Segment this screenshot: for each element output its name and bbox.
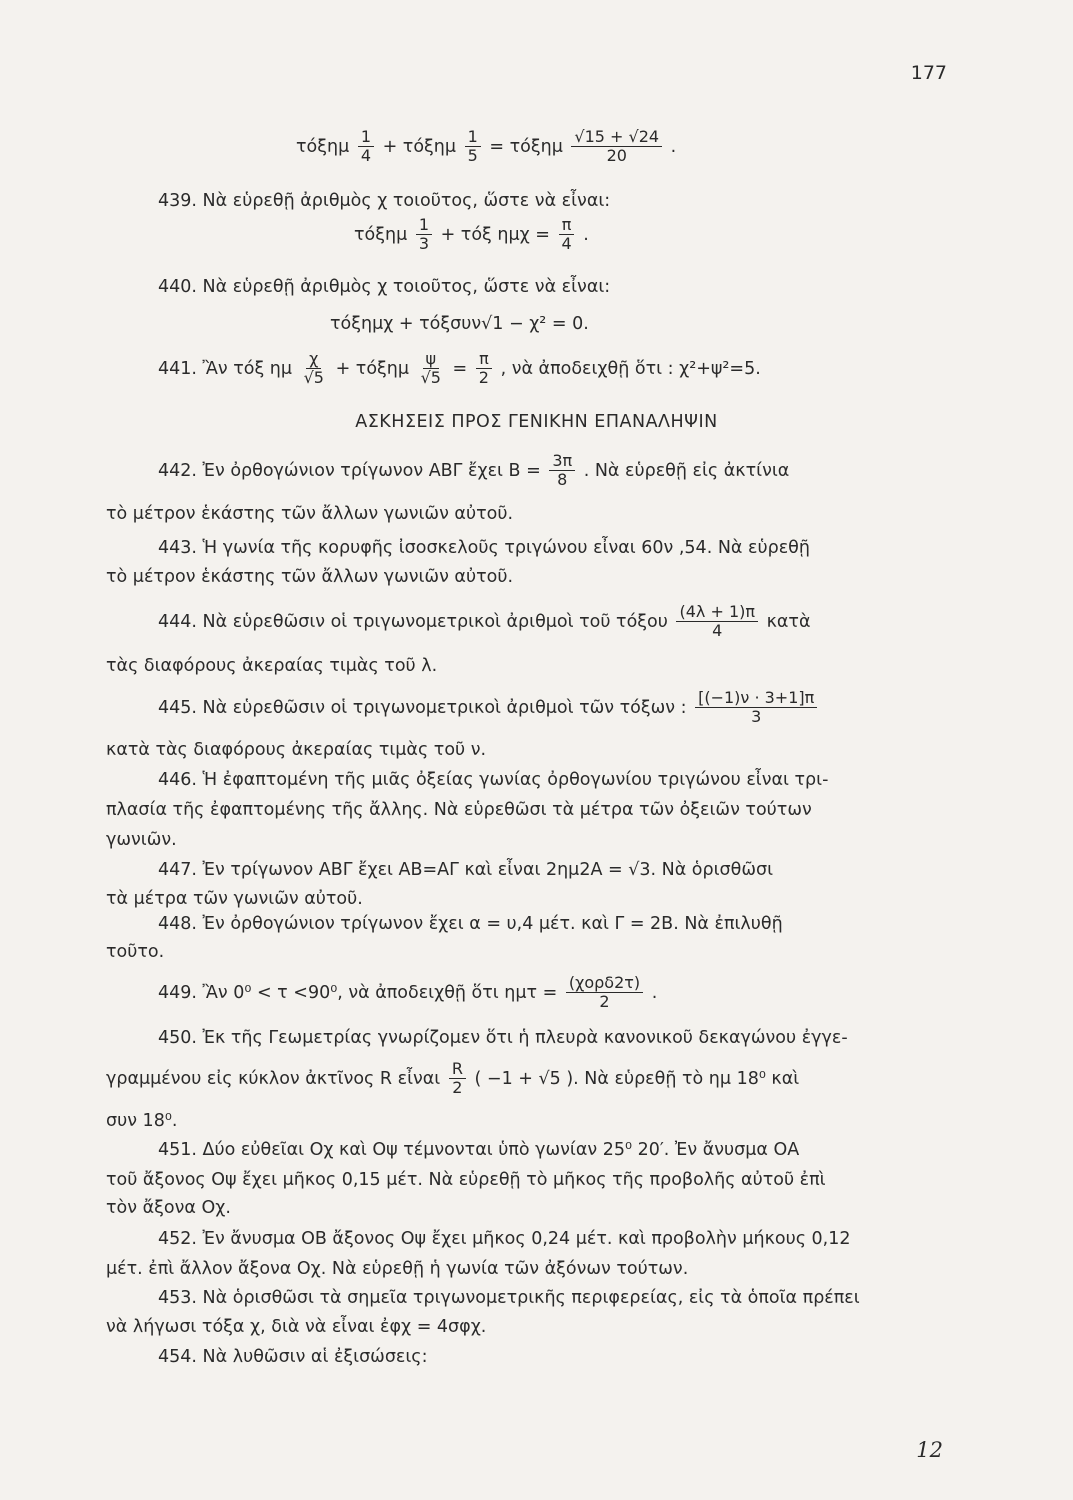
exercise-451: [158, 1140, 799, 1161]
text: τόξημ: [296, 136, 350, 157]
signature-mark: 12: [916, 1438, 943, 1462]
fraction: [676, 603, 758, 641]
denominator: √5: [303, 368, 324, 388]
text: ( −1 + √5 ). Νὰ εὑρεθῇ τὸ ημ 18⁰ καὶ: [474, 1068, 800, 1089]
exercise-number: 439.: [158, 191, 197, 211]
exercise-452: [158, 1229, 851, 1250]
exercise-number: 453.: [158, 1288, 197, 1308]
numerator: χ: [306, 350, 321, 369]
denominator: 4: [712, 621, 723, 641]
numerator: 1: [465, 128, 481, 147]
exercise-451-line3: τὸν ἄξονα Οχ.: [106, 1198, 231, 1218]
denominator: 3: [418, 234, 429, 254]
exercise-453: [158, 1288, 860, 1309]
exercise-448: [158, 914, 783, 935]
numerator: 1: [358, 128, 374, 147]
exercise-454: [158, 1347, 427, 1368]
denominator: 3: [751, 707, 762, 727]
exercise-441: [158, 350, 761, 388]
numerator: 1: [416, 216, 432, 235]
exercise-number: 451.: [158, 1140, 197, 1160]
fraction: [358, 128, 374, 166]
exercise-number: 445.: [158, 697, 197, 718]
text: . Νὰ εὑρεθῇ εἰς ἀκτίνια: [583, 460, 790, 481]
text: Νὰ εὑρεθῶσιν οἱ τριγωνομετρικοὶ ἀριθμοὶ τοῦ τόξου: [202, 611, 668, 632]
exercise-number: 441.: [158, 358, 197, 379]
numerator: (χορδ2τ): [566, 974, 643, 993]
exercise-444: [158, 603, 811, 641]
equation-439: [354, 216, 589, 254]
denominator: 4: [561, 234, 572, 254]
exercise-443-line2: τὸ μέτρον ἑκάστης τῶν ἄλλων γωνιῶν αὐτοῦ.: [106, 567, 514, 587]
equation-440: τόξημχ + τόξσυν√1 − χ² = 0.: [330, 314, 589, 334]
numerator: ψ: [423, 350, 440, 369]
numerator: √15 + √24: [571, 128, 662, 147]
text: κατὰ: [766, 611, 811, 632]
exercise-number: 444.: [158, 611, 197, 632]
exercise-449: [158, 974, 657, 1012]
text: .: [583, 224, 589, 245]
exercise-text: Ἐκ τῆς Γεωμετρίας γνωρίζομεν ὅτι ἡ πλευρὰ κανονικοῦ δεκαγώνου ἐγγε-: [202, 1028, 848, 1048]
section-heading: ΑΣΚΗΣΕΙΣ ΠΡΟΣ ΓΕΝΙΚΗΝ ΕΠΑΝΑΛΗΨΙΝ: [355, 412, 718, 432]
numerator: π: [476, 350, 492, 369]
denominator: 20: [606, 146, 627, 166]
exercise-450-line3: συν 18⁰.: [106, 1111, 178, 1131]
numerator: π: [559, 216, 575, 235]
fraction: [549, 452, 575, 490]
exercise-439: [158, 191, 610, 212]
exercise-text: Νὰ ὁρισθῶσι τὰ σημεῖα τριγωνομετρικῆς περιφερείας, εἰς τὰ ὁποῖα πρέπει: [202, 1288, 860, 1308]
numerator: 3π: [549, 452, 575, 471]
denominator: 5: [467, 146, 478, 166]
exercise-text: Νὰ εὑρεθῇ ἀριθμὸς χ τοιοῦτος, ὥστε νὰ εἶναι:: [202, 277, 611, 297]
exercise-450: [158, 1028, 848, 1049]
exercise-text: Ἐν ἄνυσμα ΟΒ ἄξονος Οψ ἔχει μῆκος 0,24 μέτ. καὶ προβολὴν μήκους 0,12: [202, 1229, 851, 1249]
exercise-445: [158, 689, 820, 727]
exercise-447: [158, 860, 773, 881]
text: .: [651, 982, 658, 1003]
text: , νὰ ἀποδειχθῇ ὅτι : χ²+ψ²=5.: [500, 358, 761, 379]
exercise-text: Ἐν τρίγωνον ΑΒΓ ἔχει ΑΒ=ΑΓ καὶ εἶναι 2ημ2Α = √3. Νὰ ὁρισθῶσι: [202, 860, 774, 880]
exercise-number: 440.: [158, 277, 197, 297]
denominator: 2: [452, 1078, 463, 1098]
exercise-text: Νὰ λυθῶσιν αἱ ἐξισώσεις:: [202, 1347, 428, 1367]
text: = τόξημ: [489, 136, 563, 157]
fraction: [476, 350, 492, 388]
exercise-number: 443.: [158, 538, 197, 558]
numerator: [(−1)ν · 3+1]π: [695, 689, 817, 708]
exercise-number: 452.: [158, 1229, 197, 1249]
exercise-453-line2: νὰ λήγωσι τόξα χ, διὰ νὰ εἶναι ἐφχ = 4σφχ.: [106, 1317, 487, 1337]
exercise-number: 454.: [158, 1347, 197, 1367]
text: Ἂν 0⁰ < τ <90⁰, νὰ ἀποδειχθῇ ὅτι ημτ =: [202, 982, 558, 1003]
numerator: R: [449, 1060, 466, 1079]
exercise-number: 448.: [158, 914, 197, 934]
exercise-450-line2: [106, 1060, 799, 1098]
text: + τόξ ημχ =: [440, 224, 550, 245]
equation-top: [296, 128, 676, 166]
exercise-text: Ἡ γωνία τῆς κορυφῆς ἰσοσκελοῦς τριγώνου εἶναι 60ν ,54. Νὰ εὑρεθῇ: [202, 538, 810, 558]
text: =: [452, 358, 468, 379]
exercise-number: 446.: [158, 770, 197, 790]
text: τόξημ: [354, 224, 408, 245]
denominator: 8: [557, 470, 568, 490]
fraction: [465, 128, 481, 166]
text: γραμμένου εἰς κύκλον ἀκτῖνος R εἶναι: [106, 1068, 441, 1089]
denominator: 2: [599, 992, 610, 1012]
text: Νὰ εὑρεθῶσιν οἱ τριγωνομετρικοὶ ἀριθμοὶ τῶν τόξων :: [202, 697, 687, 718]
text: .: [670, 136, 677, 157]
text: + τόξημ: [382, 136, 457, 157]
exercise-442: [158, 452, 789, 490]
exercise-444-line2: τὰς διαφόρους ἀκεραίας τιμὰς τοῦ λ.: [106, 656, 438, 676]
exercise-number: 449.: [158, 982, 197, 1003]
page-number: 177: [910, 62, 947, 84]
exercise-443: [158, 538, 810, 559]
exercise-451-line2: τοῦ ἄξονος Οψ ἔχει μῆκος 0,15 μέτ. Νὰ εὑρεθῇ τὸ μῆκος τῆς προβολῆς αὐτοῦ ἐπὶ: [106, 1170, 826, 1190]
text: Ἂν τόξ ημ: [202, 358, 293, 379]
text: + τόξημ: [335, 358, 410, 379]
exercise-number: 450.: [158, 1028, 197, 1048]
fraction: [449, 1060, 466, 1098]
exercise-text: Ἡ ἐφαπτομένη τῆς μιᾶς ὀξείας γωνίας ὀρθογωνίου τριγώνου εἶναι τρι-: [202, 770, 829, 790]
exercise-number: 442.: [158, 460, 197, 481]
exercise-number: 447.: [158, 860, 197, 880]
fraction: [416, 216, 432, 254]
fraction: [301, 350, 327, 388]
exercise-446-line2: πλασία τῆς ἐφαπτομένης τῆς ἄλλης. Νὰ εὑρεθῶσι τὰ μέτρα τῶν ὀξειῶν τούτων: [106, 800, 812, 820]
exercise-440: [158, 277, 610, 298]
fraction: [571, 128, 662, 166]
fraction: [566, 974, 643, 1012]
exercise-446-line3: γωνιῶν.: [106, 830, 177, 850]
numerator: (4λ + 1)π: [676, 603, 758, 622]
exercise-text: Δύο εὐθεῖαι Οχ καὶ Οψ τέμνονται ὑπὸ γωνίαν 25⁰ 20′. Ἐν ἄνυσμα ΟΑ: [202, 1140, 800, 1160]
fraction: [695, 689, 817, 727]
exercise-text: Ἐν ὀρθογώνιον τρίγωνον ἔχει α = υ,4 μέτ. καὶ Γ = 2Β. Νὰ ἐπιλυθῇ: [202, 914, 783, 934]
denominator: √5: [420, 368, 441, 388]
exercise-448-line2: τοῦτο.: [106, 942, 165, 962]
text: Ἐν ὀρθογώνιον τρίγωνον ΑΒΓ ἔχει Β =: [202, 460, 541, 481]
denominator: 4: [360, 146, 371, 166]
exercise-text: Νὰ εὑρεθῇ ἀριθμὸς χ τοιοῦτος, ὥστε νὰ εἶναι:: [202, 191, 611, 211]
fraction: [559, 216, 575, 254]
exercise-446: [158, 770, 828, 791]
exercise-447-line2: τὰ μέτρα τῶν γωνιῶν αὐτοῦ.: [106, 889, 363, 909]
exercise-442-line2: τὸ μέτρον ἑκάστης τῶν ἄλλων γωνιῶν αὐτοῦ.: [106, 504, 514, 524]
exercise-445-line2: κατὰ τὰς διαφόρους ἀκεραίας τιμὰς τοῦ ν.: [106, 740, 487, 760]
exercise-452-line2: μέτ. ἐπὶ ἄλλον ἄξονα Οχ. Νὰ εὑρεθῇ ἡ γωνία τῶν ἀξόνων τούτων.: [106, 1259, 689, 1279]
fraction: [418, 350, 444, 388]
denominator: 2: [478, 368, 489, 388]
